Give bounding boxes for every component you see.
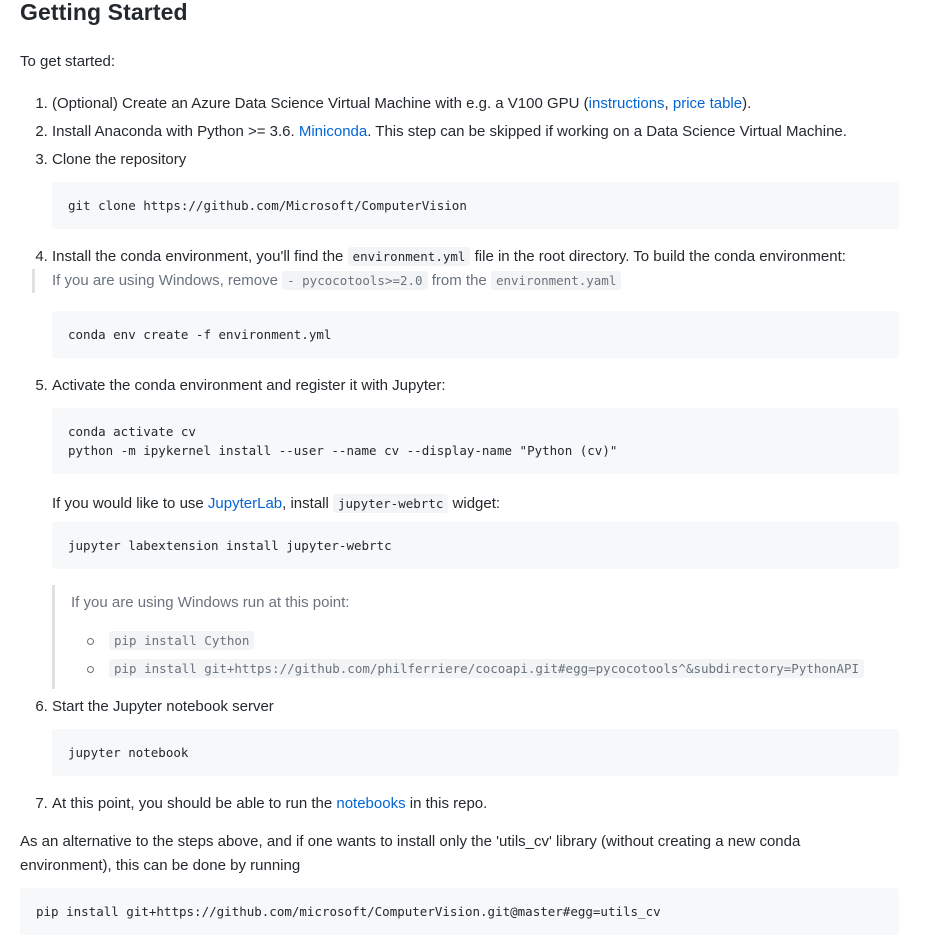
jupyterlab-text-a: If you would like to use (52, 495, 208, 512)
step-5 (52, 374, 925, 689)
step-6-text: Start the Jupyter notebook server (52, 698, 274, 715)
list-item (85, 657, 925, 681)
step-4-text-b: file in the root directory. To build the conda environment: (470, 248, 846, 265)
conda-activate-code-block: conda activate cv python -m ipykernel install --user --name cv --display-name "Python (cv)" (52, 408, 899, 474)
step-1-sep: , (664, 95, 673, 112)
jupyter-webrtc-code: jupyter-webrtc (333, 494, 448, 513)
step-3 (52, 148, 925, 229)
windows-run-list (71, 629, 925, 681)
jupyterlab-paragraph (52, 492, 925, 516)
pip-cython-code: pip install Cython (109, 631, 254, 650)
windows-note-text-b: from the (427, 272, 491, 289)
environment-yml-code: environment.yml (348, 247, 471, 266)
step-2-text-a: Install Anaconda with Python >= 3.6. (52, 123, 299, 140)
step-3-text: Clone the repository (52, 151, 187, 168)
step-4 (52, 245, 925, 358)
utils-cv-code-block: pip install git+https://github.com/microsoft/ComputerVision.git@master#egg=utils_cv (20, 888, 899, 935)
windows-note-quote (32, 269, 925, 293)
step-2 (52, 120, 925, 144)
windows-run-text: If you are using Windows run at this point: (71, 594, 350, 611)
step-7-text-b: in this repo. (405, 795, 488, 812)
step-5-text: Activate the conda environment and register it with Jupyter: (52, 377, 446, 394)
miniconda-link[interactable]: Miniconda (298, 123, 368, 140)
intro-text: To get started: (20, 53, 116, 70)
notebook-code-block: jupyter notebook (52, 729, 899, 776)
step-1-text-a: (Optional) Create an Azure Data Science Virtual Machine with e.g. a V100 GPU ( (52, 95, 589, 112)
windows-note-text-a: If you are using Windows, remove (52, 272, 283, 289)
step-7 (52, 792, 925, 816)
step-7-text-a: At this point, you should be able to run the (52, 795, 337, 812)
list-item (85, 629, 925, 653)
step-1 (52, 92, 925, 116)
conda-create-code-block: conda env create -f environment.yml (52, 311, 899, 358)
pip-cocoapi-code: pip install git+https://github.com/philferriere/cocoapi.git#egg=pycocotools^&subdirectory=PythonAPI (109, 659, 864, 678)
clone-code-block: git clone https://github.com/Microsoft/ComputerVision (52, 182, 899, 229)
notebooks-link[interactable]: notebooks (336, 795, 406, 812)
windows-run-quote (52, 585, 925, 689)
jupyterlab-link[interactable]: JupyterLab (207, 495, 283, 512)
price-table-link[interactable]: price table (672, 95, 743, 112)
step-4-text-a: Install the conda environment, you'll find the (52, 248, 348, 265)
jupyterlab-text-c: widget: (448, 495, 501, 512)
pycocotools-code: - pycocotools>=2.0 (282, 271, 427, 290)
alternative-paragraph: As an alternative to the steps above, and if one wants to install only the 'utils_cv' library (without creating a new conda environment), this can be done by running (20, 833, 801, 874)
steps-list (20, 92, 925, 816)
section-heading: Getting Started (20, 0, 188, 25)
step-6 (52, 695, 925, 776)
labextension-code-block: jupyter labextension install jupyter-webrtc (52, 522, 899, 569)
step-1-text-b: ). (742, 95, 752, 112)
environment-yaml-code: environment.yaml (491, 271, 621, 290)
jupyterlab-text-b: , install (282, 495, 333, 512)
step-2-text-b: . This step can be skipped if working on a Data Science Virtual Machine. (367, 123, 847, 140)
instructions-link[interactable]: instructions (588, 95, 665, 112)
